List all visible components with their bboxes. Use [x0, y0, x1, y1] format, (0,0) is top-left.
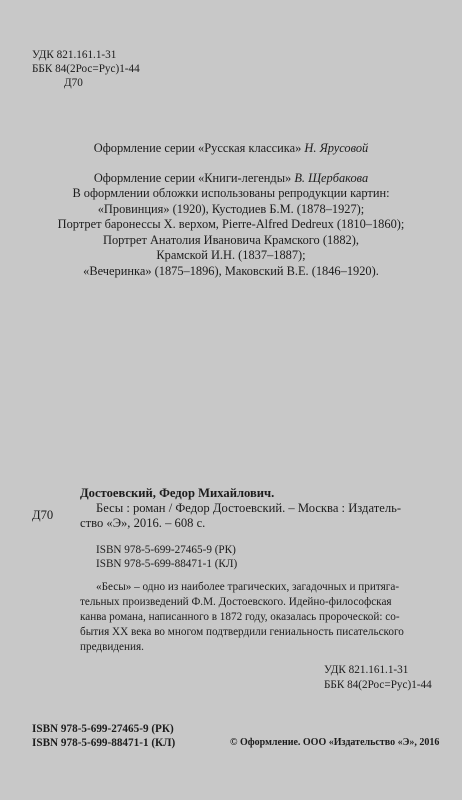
series2-credit [0, 171, 462, 187]
annotation-line: тельных произведений Ф.М. Достоевского. Идейно-философская [80, 596, 392, 608]
credit-line: Крамской И.Н. (1837–1887); [156, 248, 306, 262]
credit-line: В оформлении обложки использованы репродукции картин: [72, 186, 390, 200]
footer-copyright: © Оформление. ООО «Издательство «Э», 2016 [230, 737, 440, 748]
catalog-author: Достоевский, Федор Михайлович. [80, 486, 275, 500]
top-bbk: ББК 84(2Рос=Рус)1-44 [32, 63, 140, 75]
catalog-udk: УДК 821.161.1-31 [324, 664, 409, 676]
credit-line: Портрет баронессы Х. верхом, Pierre-Alfred Dedreux (1810–1860); [57, 217, 405, 231]
catalog-isbn-1: ISBN 978-5-699-27465-9 (РК) [96, 544, 236, 556]
series2-author: В. Щербакова [294, 171, 369, 185]
series1-prefix: Оформление серии «Русская классика» [93, 141, 302, 155]
top-udk: УДК 821.161.1-31 [32, 49, 117, 61]
annotation-line: «Бесы» – одно из наиболее трагических, загадочных и притяга- [96, 581, 400, 593]
series1-author: Н. Ярусовой [304, 141, 369, 155]
annotation-line: бытия XX века во многом подтвердили гениальность писательского [80, 626, 404, 638]
top-code: Д70 [64, 77, 83, 89]
series1-credit [0, 141, 462, 157]
credit-line: «Вечеринка» (1875–1896), Маковский В.Е. (1846–1920). [83, 264, 379, 278]
series2-prefix: Оформление серии «Книги-легенды» [93, 171, 292, 185]
annotation-line: канва романа, написанного в 1872 году, оказалась пророческой: со- [80, 611, 400, 623]
credit-line: Портрет Анатолия Ивановича Крамского (1882), [103, 233, 359, 247]
catalog-bbk: ББК 84(2Рос=Рус)1-44 [324, 679, 432, 691]
catalog-isbn-2: ISBN 978-5-699-88471-1 (КЛ) [96, 558, 238, 570]
catalog-desc-line2: ство «Э», 2016. – 608 с. [80, 516, 206, 530]
credit-line: «Провинция» (1920), Кустодиев Б.М. (1878–1927); [97, 202, 365, 216]
catalog-desc-line1: Бесы : роман / Федор Достоевский. – Москва : Издатель- [96, 501, 402, 515]
footer-isbn-2: ISBN 978-5-699-88471-1 (КЛ) [32, 737, 176, 749]
annotation-line: предвидения. [80, 641, 144, 653]
footer-isbn-1: ISBN 978-5-699-27465-9 (РК) [32, 723, 174, 735]
catalog-code: Д70 [32, 508, 54, 522]
